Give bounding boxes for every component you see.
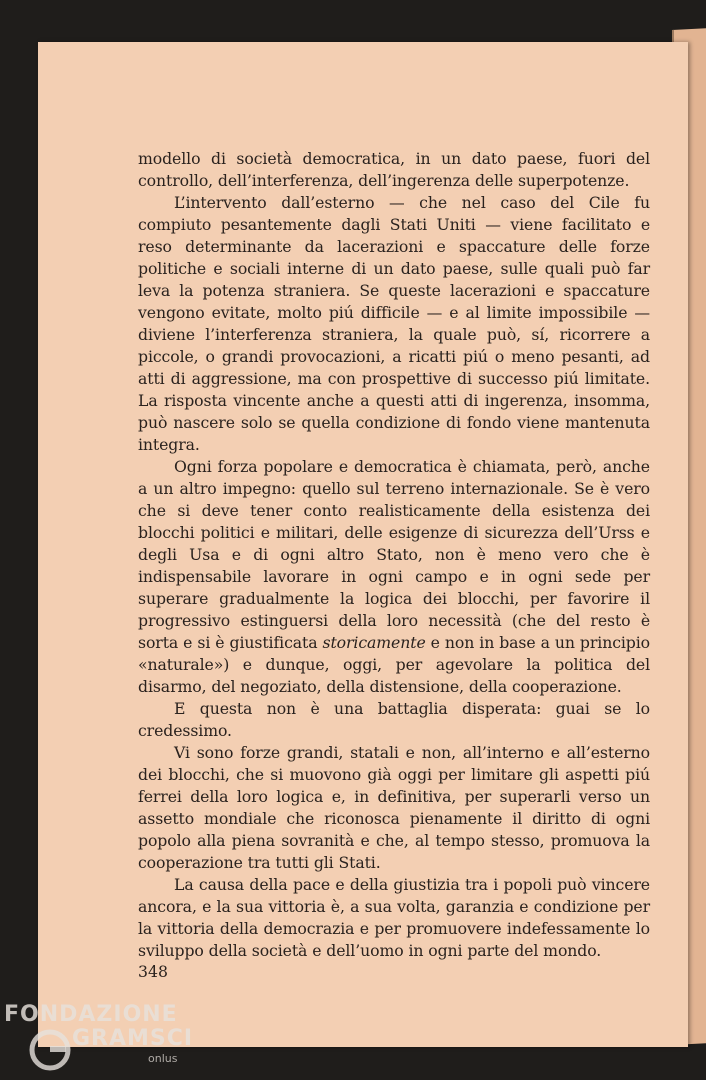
paragraph-p2 <box>138 192 650 456</box>
text-run: L’intervento dall’esterno — che nel caso del Cile fu compiuto pesantemente dagli Stati Uniti — viene facilitato e reso determinante da lacerazioni e spaccature delle forze politiche e sociali interne di un dato paese, sulle quali può far leva la potenza straniera. Se queste lacerazioni e spaccature vengono evitate, molto piú difficile — e al limite impossibile — diviene l’interferenza straniera, la quale può, sí, ricorrere a piccole, o grandi provocazioni, a ricatti piú o meno pesanti, ad atti di aggressione, ma con prospettive di successo piú limitate. La risposta vincente anche a questi atti di ingerenza, insomma, può nascere solo se quella condizione di fondo viene mantenuta integra. <box>138 193 650 454</box>
paragraph-p3 <box>138 456 650 698</box>
watermark-line2: GRAMSCI <box>72 1026 194 1051</box>
italic-emphasis: storicamente <box>322 633 426 652</box>
paragraph-p1 <box>138 148 650 192</box>
text-run: Vi sono forze grandi, statali e non, all’interno e all’esterno dei blocchi, che si muovono già oggi per limitare gli aspetti piú ferrei della loro logica e, in definitiva, per superarli verso un assetto mondiale che riconosca pienamente il diritto di ogni popolo alla piena sovranità e che, al tempo stesso, promuova la cooperazione tra tutti gli Stati. <box>138 743 650 872</box>
watermark-onlus: onlus <box>148 1052 178 1065</box>
paragraph-p4 <box>138 698 650 742</box>
page-number: 348 <box>138 962 168 981</box>
fondazione-gramsci-watermark <box>4 1002 204 1074</box>
paragraph-p5 <box>138 742 650 874</box>
text-run: modello di società democratica, in un dato paese, fuori del controllo, dell’interferenza, dell’ingerenza delle superpotenze. <box>138 149 650 190</box>
text-run: Ogni forza popolare e democratica è chiamata, però, anche a un altro impegno: quello sul terreno internazionale. Se è vero che si deve tener conto realisticamente della esistenza dei blocchi politici e militari, delle esigenze di sicurezza dell’Urss e degli Usa e di ogni altro Stato, non è meno vero che è indispensabile lavorare in ogni campo e in ogni sede per superare gradualmente la logica dei blocchi, per favorire il progressivo estinguersi della loro necessità (che del resto è sorta e si è giustificata <box>138 457 650 652</box>
text-run: e non in base a un principio «naturale») e dunque, oggi, per agevolare la politica del disarmo, del negoziato, della distensione, della cooperazione. <box>138 633 651 696</box>
paragraph-p6 <box>138 874 650 962</box>
text-run: E questa non è una battaglia disperata: guai se lo credessimo. <box>138 699 650 740</box>
gramsci-logo-icon <box>28 1028 72 1072</box>
watermark-line1: FONDAZIONE <box>4 1002 178 1027</box>
text-run: La causa della pace e della giustizia tra i popoli può vincere ancora, e la sua vittoria è, a sua volta, garanzia e condizione per la vittoria della democrazia e per promuovere indefessamente lo sviluppo della società e dell’uomo in ogni parte del mondo. <box>138 875 650 960</box>
body-text <box>138 148 650 962</box>
